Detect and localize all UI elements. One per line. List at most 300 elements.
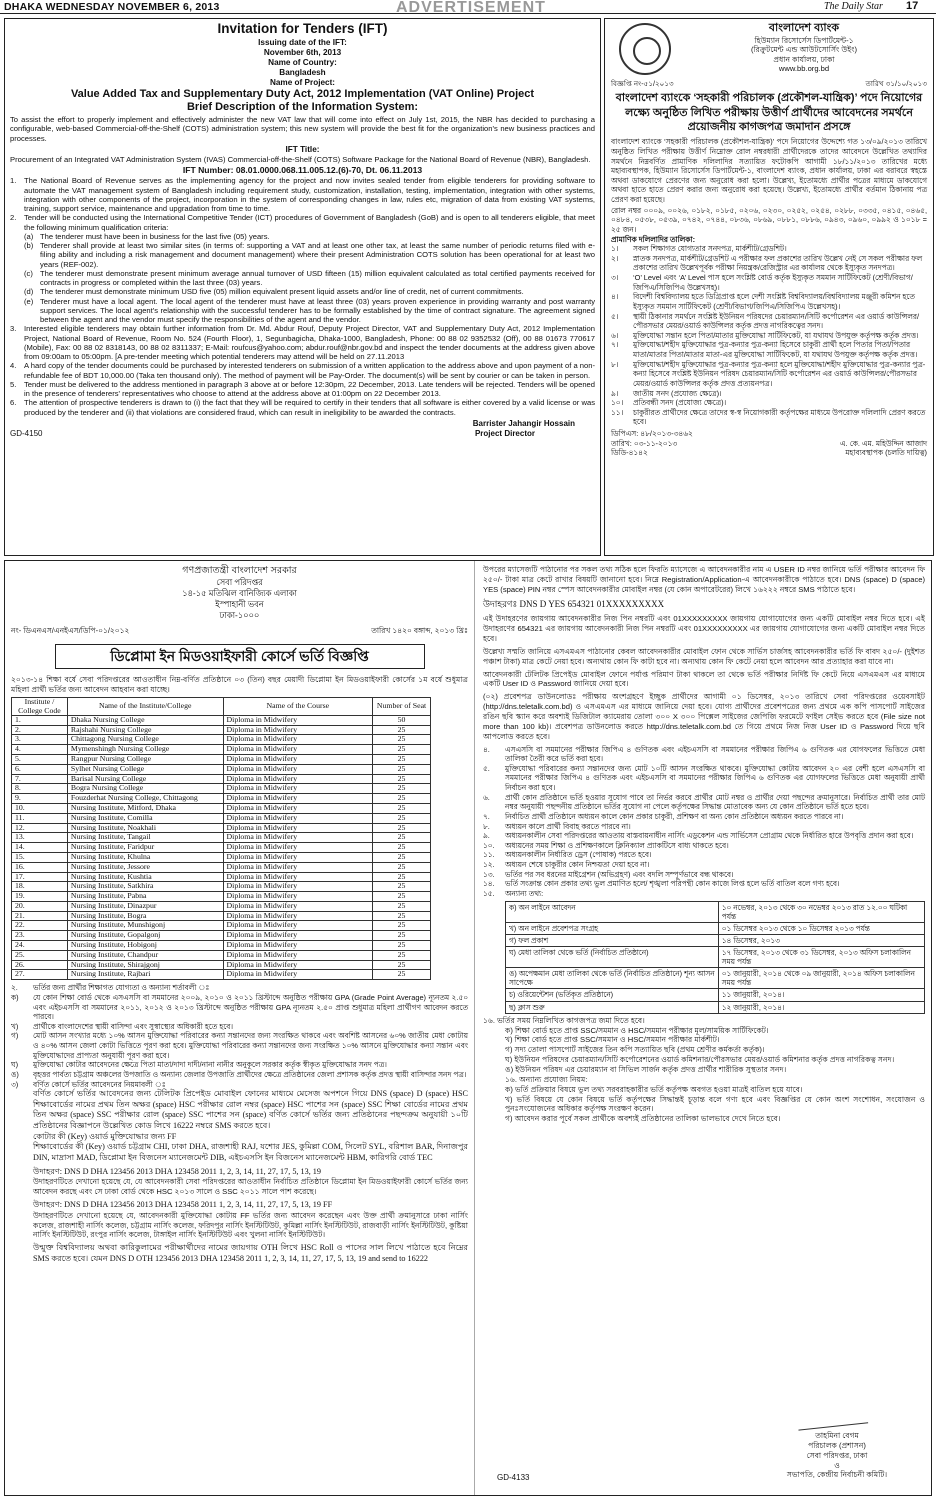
final-rule: ক) ভর্তি প্রক্রিয়ার বিষয়ে ভুল তথ্য সরবরাহকারীর ভর্তি কর্তৃপক্ষ অবগত হওয়া মাত্রই বাতিল হয়ে যাবে।: [505, 1084, 803, 1094]
table-cell: Diploma in Midwifery: [223, 754, 373, 764]
schedule-row: [506, 1001, 925, 1013]
ift-subitem: [10, 269, 595, 288]
item-text: The National Board of Revenue serves as the implementing agency for the project and now invites sealed tender from eligible tenderers for providing software to automate the VAT management system of Bangladesh including requirement study, customization, installation, testing, implementation, integration with other systems, integration with other components of the project, incorporation in the system of corresponding changes in law, rules etc, migration of data from existing VAT systems, training, support service, maintenance and upgradation from time to time.: [24, 176, 595, 214]
table-row: [12, 794, 431, 804]
item-text: নির্বাচিত প্রার্থী প্রতিষ্ঠানে অধ্যয়ন কালে কোন প্রকার চাকুরী, প্রশিক্ষণ বা অন্য কোন প্রতিষ্ঠানে অধ্যয়ন করতে পারবে না।: [505, 811, 844, 821]
ad-code: GD-4133: [497, 1473, 530, 1482]
item-number: ১১.: [483, 850, 495, 860]
schedule-label: গ) ফল প্রকাশ: [506, 934, 719, 946]
board-keys: শিক্ষাবোর্ডের কী (Key) ওয়ার্ড চট্টগ্রাম CHI, ঢাকা DHA, রাজশাহী RAJ, যশোর JES, কুমিল্লা COM, সিলেট SYL, বরিশাল BAR, দিনাজপুর DIN, মাদ্রাসা MAD, ডিপ্লোমা ইন বিজনেস ম্যানেজমেন্ট DIB, এইচএসসি ইন বিজনেস ম্যানেজমেন্ট HBM, কারিগরি বোর্ড TEC: [33, 1142, 468, 1163]
table-cell: Diploma in Midwifery: [223, 803, 373, 813]
table-cell: Fouzderhat Nursing College, Chittagong: [67, 794, 223, 804]
rule-item: [483, 745, 925, 764]
eligibility-item: [11, 1031, 468, 1060]
bank-doc-item: [611, 312, 927, 331]
ift-subitem: [10, 287, 595, 296]
meta-line: Issuing date of the IFT:: [258, 38, 347, 48]
table-cell: 25.: [12, 950, 68, 960]
bank-notice-title: বাংলাদেশ ব্যাংকে ‘সহকারী পরিচালক (প্রকৌশল-যান্ত্রিক)’ পদে নিয়োগের লক্ষ্যে অনুষ্ঠিত লিখিত পরীক্ষায় উত্তীর্ণ প্রার্থীদের আবেদনের সমর্থনে প্রয়োজনীয় কাগজপত্র জমাদান প্রসঙ্গে: [615, 92, 923, 134]
ift-number: IFT Number: 08.01.0000.068.11.005.12.(6)-70, Dt. 06.11.2013: [182, 165, 423, 176]
table-cell: 25: [373, 813, 431, 823]
eligibility-list: [11, 983, 468, 1089]
final-rule: গ) আবেদন করার পূর্বে সকল প্রার্থীকে অবশ্যই প্রতিষ্ঠানের তালিকা ভালভাবে দেখে নিতে হবে।: [505, 1114, 781, 1124]
bank-doc-item: [611, 389, 927, 399]
item-text: অধ্যয়নের সময় শিক্ষা ও প্রশিক্ষণকালে ক্লিনিক্যাল প্র্যাকটিসে বাধ্য থাকতে হবে।: [505, 840, 729, 850]
ift-footer: [10, 429, 595, 439]
table-cell: Dhaka Nursing College: [67, 715, 223, 725]
table-cell: Nursing Institute, Gopalgonj: [67, 931, 223, 941]
bank-name: বাংলাদেশ ব্যাংক: [768, 22, 840, 34]
table-cell: Diploma in Midwifery: [223, 901, 373, 911]
item-text: মুক্তিযোদ্ধা/শহীদ মুক্তিযোদ্ধার পুত্র-কন্যার পুত্র-কন্যা হলে মুক্তিযোদ্ধা/শহীদ মুক্তিযোদ্ধার পুত্র-কন্যার পুত্র-কন্যা হিসেবে সংশ্লিষ্ট ইউনিয়ন পরিষদ চেয়ারম্যান/সিটি কর্পোরেশন এর ওয়ার্ড কাউন্সিলর/পৌরসভার মেয়র/ওয়ার্ড কাউন্সিলর কর্তৃক প্রদত্ত প্রত্যয়নপত্র।: [633, 359, 926, 388]
item-text: মুক্তিযোদ্ধা পরিবারের কন্যা সন্তানদের জন্য মোট ১০টি আসন সংরক্ষিত থাকবে। মুক্তিযোদ্ধা কোটায় আবেদন ২০ এর বেশী হলে এসএসসি বা সমমানের পরীক্ষার জিপিএ ৪ গুণিতক এবং এইচএসসি বা সমমানের পরীক্ষার জিপিএ ৬ গুণিতক এর যোগফলের ভিত্তিতে মেধা অনুযায়ী প্রার্থী নির্বাচন করা হবে।: [505, 763, 925, 793]
rule-item: [483, 764, 925, 793]
table-body: [12, 715, 431, 980]
ift-signer-title: Project Director: [474, 428, 535, 438]
item-number: ৩।: [611, 273, 619, 283]
dip-title: ডিপ্লোমা ইন মিডওয়াইফারী কোর্সে ভর্তি বিজ্ঞপ্তি: [55, 644, 425, 669]
bank-dps-date: তারিখ: ০৩-১১-২০১৩: [611, 438, 678, 448]
bank-dept: হিউম্যান রিসোর্সেস ডিপার্টমেন্ট-১: [754, 35, 854, 45]
table-cell: 25: [373, 745, 431, 755]
item-text: Interested eligible tenderers may obtain further information from Dr. Md. Abdur Rouf, Deputy Project Director, VAT and Supplementary Duty Act, 2012 Implementation Project, National Board of Revenue, Room No. 524 (Fourth Floor), 1, Segunbagicha, Dhaka-1000, Bangladesh, Phone: 00 88 02 9352532 (Off), 00 88 01673 770617 (Mobile), Fax: 00 88 02 8318143, 00 88 02 8311337; E-Mail: roufcus@yahoo.com; abdur.rouf@nbr.gov.bd and inspect the tender documents at the address given above from 09:00am to 05:00pm. [A pre-tender meeting which potential tenderers may attend will be held on 27.11.2013: [24, 324, 595, 362]
rule-item: [483, 879, 925, 889]
bank-doc-item: [611, 244, 927, 254]
final-rules: [483, 1085, 925, 1124]
item-number: 1.: [10, 176, 17, 186]
schedule-label: ক) অন লাইনে আবেদন: [506, 901, 719, 922]
item-text: চাকুরীরত প্রার্থীদের ক্ষেত্রে তাদের স্ব-স্ব নিয়োগকারী কর্তৃপক্ষের মাধ্যমে উপরোক্ত দলিলাদি প্রেরণ করতে হবে।: [633, 407, 926, 427]
rule-r3: উল্লেখ্য সম্মতি জানিয়ে এসএমএস পাঠানোর কেবল আবেদনকারীর মোবাইল ফোন থেকে সার্ভিস চার্জসহ আবেদনকারীর ভর্তি ফি বাবদ ২৫০/- (দুইশত পঞ্চাশ টাকা) মাত্র কেটে নেয়া হবে। অন্যথায় কোন ফি কাটা হবে না। অন্যথায় কোন ফি কেটে নেয়া হলে আবেদন আর প্রত্যাহার করা যাবে না।: [483, 646, 925, 666]
table-cell: Nursing Institute, Bogra: [67, 911, 223, 921]
item-number: 4.: [10, 361, 17, 371]
item-number: ১২.: [483, 860, 495, 870]
schedule-value: ১৭ ডিসেম্বর, ২০১৩ থেকে ৩১ ডিসেম্বর, ২০১৩ অফিস চলাকালিন সময় পর্যন্ত: [718, 947, 924, 968]
table-cell: 26.: [12, 960, 68, 970]
example-label: উদাহরণ:: [33, 1200, 63, 1210]
bank-dps: ডিপিএস: ৪৮/২০১৩-৩৪৬২: [611, 429, 693, 439]
table-cell: Nursing Institute, Faridpur: [67, 843, 223, 853]
table-cell: 25: [373, 764, 431, 774]
ift-meta: [10, 38, 595, 87]
table-cell: 25: [373, 725, 431, 735]
table-cell: 25: [373, 950, 431, 960]
item-number: ১১।: [611, 407, 624, 417]
table-cell: 3.: [12, 735, 68, 745]
bank-docs-label: প্রামাণিক দলিলাদির তালিকা:: [611, 234, 696, 244]
item-number: ২।: [611, 253, 619, 263]
table-row: [12, 892, 431, 902]
table-row: [12, 950, 431, 960]
table-cell: Diploma in Midwifery: [223, 892, 373, 902]
table-cell: 18.: [12, 882, 68, 892]
ift-advertisement: [4, 18, 601, 556]
table-cell: 25: [373, 803, 431, 813]
schedule-label: খ) অন লাইনে প্রবেশপত্র সংগ্রহ: [506, 922, 719, 934]
table-cell: Diploma in Midwifery: [223, 872, 373, 882]
table-cell: 10.: [12, 803, 68, 813]
bank-signer: এ. কে. এম. মহিউদ্দিন আজাদ: [839, 438, 927, 448]
table-cell: 25: [373, 970, 431, 980]
table-cell: Nursing Institute, Rajbari: [67, 970, 223, 980]
bank-docs-list: [611, 244, 927, 427]
item-number: ৪।: [611, 292, 619, 302]
table-cell: Diploma in Midwifery: [223, 745, 373, 755]
item-text: বর্ণিত কোর্সে ভর্তির আবেদনের নিয়মাবলী ঃ: [33, 1079, 166, 1089]
column-header: Institute / College Code: [12, 698, 68, 715]
table-cell: Nursing Institute, Pabna: [67, 892, 223, 902]
bank-doc-item: [611, 398, 927, 408]
table-cell: 25: [373, 862, 431, 872]
table-cell: Diploma in Midwifery: [223, 970, 373, 980]
table-cell: Diploma in Midwifery: [223, 823, 373, 833]
item-number: ৫.: [483, 763, 490, 773]
table-cell: Diploma in Midwifery: [223, 715, 373, 725]
item-text: যে কোন শিক্ষা বোর্ড থেকে এসএসসি বা সমমানের ২০০৯, ২০১০ ও ২০১১ খ্রিস্টাব্দে অনুষ্ঠিত পরীক্ষায় GPA (Grade Point Average) ন্যূনতম ২.৫০ এবং এইচএসসি বা সমমানের ২০১১, ২০১২ ও ২০১৩ খ্রিস্টাব্দে অনুষ্ঠিত পরীক্ষায় GPA ন্যূনতম ২.৫০ প্রাপ্ত শুধুমাত্র মহিলা প্রার্থীগণ আবেদন করতে পারবে।: [33, 992, 468, 1022]
item-number: ৯.: [483, 831, 490, 841]
rule-item: [483, 812, 925, 822]
item-text: ভর্তির পর সব ধরনের মাইগ্রেশন (অভিগ্রহণ) এবং বদলি সম্পূর্ণভাবে বন্ধ থাকবে।: [505, 869, 734, 879]
column-header: Name of the Institute/College: [67, 698, 223, 715]
dip-date: [371, 626, 468, 635]
example-2: [11, 1200, 468, 1211]
table-cell: 25: [373, 911, 431, 921]
table-cell: Nursing Institute, Mitford, Dhaka: [67, 803, 223, 813]
schedule-label: ছ) ক্লাস শুরু: [506, 1001, 719, 1013]
eligibility-item: [11, 993, 468, 1022]
item-number: ১০.: [483, 840, 495, 850]
item-number: খ): [11, 1021, 19, 1031]
item-text: বিদেশী বিশ্ববিদ্যালয় হতে ডিগ্রিপ্রাপ্ত হলে দেশী সংশ্লিষ্ট বিশ্ববিদ্যালয়/বিশ্ববিদ্যালয় মঞ্জুরী কমিশন হতে ইস্যুকৃত সমমান সার্টিফিকেট (শ্রেণী/বিভাগ/জিপিএ/সিজিপিএ উল্লেখসহ)।: [633, 292, 915, 311]
item-number: ক): [11, 992, 19, 1002]
table-cell: 13.: [12, 833, 68, 843]
example-text: DNS D DHA 123456 2013 DHA 123458 2011 1, 2, 3, 14, 11, 27, 17, 5, 13, 19: [64, 1166, 321, 1176]
table-cell: Diploma in Midwifery: [223, 784, 373, 794]
schedule-label: ঙ) অপেক্ষমান মেধা তালিকা থেকে ভর্তি (নির্বাচিত প্রতিষ্ঠানে) শূন্য আসন সাপেক্ষে: [506, 968, 719, 989]
item-number: ১৩.: [483, 869, 495, 879]
bank-rolls: রোল নম্বর ০০০৯, ০০২৬, ০১৮২, ০১৮৫, ০২০৬, ০২৩০, ০২৫২, ০২৫৪, ০২৮৮, ০৩৩৫, ০৪১৫, ০৪৬৫, ০৪৮৪, ০৫৩৮, ০৫৩৯, ০৭৪২, ০৭৪৪, ০৮৩৬, ০৮৬৯, ০৮৮১, ০৮৮৬, ০৯৪৩, ০৯৬০, ০৯৯২ ও ১০১৮ = ২৫ জন।: [611, 205, 927, 234]
schedule-body: [506, 901, 925, 1013]
rule-r4: আবেদনকারী টেলিটক প্রিপেইড মোবাইল ফোনে পর্যাপ্ত পরিমাণ টাকা থাকলে তা থেকে ভর্তি পরীক্ষার নির্দিষ্ট ফি কেটে নিয়ে এসএমএস এর মাধ্যমে একটি User ID ও Password জানিয়ে দেয়া হবে।: [483, 669, 925, 689]
table-cell: 25: [373, 852, 431, 862]
ift-title-text: Procurement of an Integrated VAT Administration System (IVAS) Commercial-off-the-Shelf (COTS) Software Package for the National Board of Revenue (NBR), Bangladesh.: [10, 154, 591, 164]
table-cell: 25: [373, 794, 431, 804]
table-cell: Diploma in Midwifery: [223, 794, 373, 804]
item-text: অধ্যয়ন শেষে চাকুরীর কোন নিশ্চয়তা দেয়া হবে না।: [505, 860, 650, 870]
ift-subitem: [10, 241, 595, 269]
item-text: মুক্তিযোদ্ধা সন্তান হলে পিতা/মাতার মুক্তিযোদ্ধা সার্টিফিকেট, যা যথাযথ উপযুক্ত কর্তৃপক্ষ কর্তৃক প্রদত্ত।: [633, 330, 919, 340]
item-text: অধ্যয়নকালীন নির্ধারিত ড্রেস (পোষাক) পরতে হবে।: [505, 850, 652, 860]
table-cell: Sylhet Nursing College: [67, 764, 223, 774]
table-cell: Nursing Institute, Comilla: [67, 813, 223, 823]
example-2-note: উদাহরণটিতে দেখানো হয়েছে যে, আবেদনকারী মুক্তিযোদ্ধা কোটায় FF ভর্তির জন্য আবেদন করেছেন এবং উক্ত প্রার্থী ক্রমানুসারে ঢাকা নার্সিং কলেজ, রাজশাহী নার্সিং কলেজ, চট্টগ্রাম নার্সিং কলেজ, ফরিদপুর নার্সিং ইনস্টিটিউট, কুমিল্লা নার্সিং ইনস্টিটিউট, রাজবাড়ী নার্সিং ইনস্টিটিউট, কুষ্টিয়া নার্সিং ইনস্টিটিউট, রংপুর নার্সিং কলেজ, টাঙ্গাইল নার্সিং ইনস্টিটিউট এবং খুলনা নার্সিং ইনস্টিটিউট।: [33, 1210, 468, 1240]
table-cell: 25: [373, 901, 431, 911]
table-cell: 25: [373, 960, 431, 970]
table-row: [12, 852, 431, 862]
signer2-title: সভাপতি, কেন্দ্রীয় নির্বাচনী কমিটি।: [786, 1470, 888, 1480]
table-cell: 12.: [12, 823, 68, 833]
sms-rule: বর্ণিত কোর্সে ভর্তির আবেদনের জন্য টেলিটক প্রিপেইড মোবাইল ফোনের মাধ্যমে মেসেজ অপশনে গিয়ে DNS (space) D (space) HSC শিক্ষাবোর্ডের নামের প্রথম তিন অক্ষর (space) HSC পরীক্ষার রোল নম্বর (space) HSC পাশের সন (space) SSC শিক্ষা বোর্ডের নামের প্রথম তিন অক্ষর (space) SSC পরীক্ষার রোল (space) SSC পাশের সন (space) বর্ণিত কোর্সে ভর্তির জন্য প্রতিষ্ঠানের পছন্দক্রম অনুযায়ী ১০টি প্রতিষ্ঠানের বিজ্ঞাপনে উল্লেখিত কোড লিখে 16222 নম্বরে SMS করতে হবে।: [33, 1089, 468, 1131]
table-row: [12, 715, 431, 725]
item-text: Tenderer must have a local agent. The local agent of the tenderer must have at least three (03) years proven experience in providing warranty and post warranty support services. The local agent's relationship with the successful tenderer has to be formally established by the time of contract signature. The agreement signed between the agent and the vendor must specify the responsibilities of the agent and the vendor.: [40, 296, 595, 325]
gov-name: গণপ্রজাতন্ত্রী বাংলাদেশ সরকার: [182, 565, 297, 576]
item-number: ৮.: [483, 821, 490, 831]
table-cell: Diploma in Midwifery: [223, 911, 373, 921]
eligibility-item: [11, 1080, 468, 1090]
bank-office: প্রধান কার্যালয়, ঢাকা: [773, 54, 835, 64]
table-cell: 19.: [12, 892, 68, 902]
item-text: মুক্তিযোদ্ধা কোটার আবেদনের ক্ষেত্রে পিতা মাতা/দাদা দাদী/নানা নানীর অনুকূলে সরকার কর্তৃক স্বীকৃত মুক্তিযোদ্ধার সনদ পত্র।: [33, 1060, 387, 1070]
item-text: জাতীয় সনদ (প্রযোজ্য ক্ষেত্রে)।: [633, 388, 722, 398]
doc-item: গ) সদ্য তোলা পাসপোর্ট সাইজের তিন কপি সত্যায়িত ছবি (প্রথম শ্রেণীর কর্মকর্তা কর্তৃক)।: [505, 1045, 765, 1055]
item-number: ৩): [11, 1079, 19, 1089]
item-text: প্রতিবন্ধী সনদ (প্রযোজ্য ক্ষেত্রে)।: [633, 398, 727, 408]
item-text: মুক্তিযোদ্ধা/শহীদ মুক্তিযোদ্ধার পুত্র-কন্যার পুত্র-কন্যা হিসেবে চাকুরী প্রার্থী হলে পিতার পিতা/পিতার মাতা/মাতার পিতা/মাতার মাতা-এর মুক্তিযোদ্ধা সার্টিফিকেট, যা যথাযথ উপযুক্ত কর্তৃপক্ষ কর্তৃক প্রদত্ত।: [633, 340, 918, 360]
item-number: ৯।: [611, 388, 619, 398]
table-cell: Diploma in Midwifery: [223, 833, 373, 843]
table-cell: Diploma in Midwifery: [223, 960, 373, 970]
schedule-value: ১২ জানুয়ারী, ২০১৪।: [718, 1001, 924, 1013]
table-cell: Diploma in Midwifery: [223, 764, 373, 774]
table-cell: 2.: [12, 725, 68, 735]
item-text: সকল শিক্ষাগত যোগ্যতার সনদপত্র, মার্কশীট/গ্রেডশিট।: [633, 244, 787, 254]
rule-item: [483, 850, 925, 860]
table-cell: 25: [373, 735, 431, 745]
item-text: স্থায়ী ঠিকানার সমর্থনে সংশ্লিষ্ট ইউনিয়ন পরিষদের চেয়ারম্যান/সিটি কর্পোরেশন এর ওয়ার্ড কাউন্সিলর/পৌরসভার মেয়র/ওয়ার্ড কাউন্সিলর কর্তৃক প্রদত্ত নাগরিকত্বের সনদ।: [633, 311, 920, 331]
table-row: [12, 803, 431, 813]
table-cell: 20.: [12, 901, 68, 911]
dip-ref-row: [11, 626, 468, 635]
ift-items: [10, 176, 595, 417]
table-cell: Diploma in Midwifery: [223, 725, 373, 735]
item-text: The tenderer must demonstrate minimum USD five (05) million equivalent present liquid assets and/or line of credit, net of current commitments.: [40, 287, 524, 297]
item-number: (a): [24, 231, 34, 241]
item-number: ৬.: [483, 792, 490, 802]
table-cell: Diploma in Midwifery: [223, 882, 373, 892]
item-text: Tender must be delivered to the address mentioned in paragraph 3 above at or before 12:30pm, 22 December, 2013. Late tenders will be rejected. Tenders will be opened in the presence of tenderers' representatives who choose to attend at the address above at 01:00pm on 22 December 2013.: [24, 379, 595, 399]
item-number: 3.: [10, 324, 17, 334]
item-number: 5.: [10, 379, 17, 389]
table-cell: Nursing Institute, Shirajgonj: [67, 960, 223, 970]
table-cell: 11.: [12, 813, 68, 823]
table-cell: 25: [373, 833, 431, 843]
table-cell: 22.: [12, 921, 68, 931]
meta-line: Name of Project:: [269, 77, 336, 87]
table-cell: Rajshahi Nursing College: [67, 725, 223, 735]
table-cell: 8.: [12, 784, 68, 794]
schedule-label: ঘ) মেধা তালিকা থেকে ভর্তি (নির্বাচিত প্রতিষ্ঠানে): [506, 947, 719, 968]
item-text: মোট আসন সংখ্যার মধ্যে ১০% আসন মুক্তিযোদ্ধা পরিবারের কন্যা সন্তানদের জন্য সংরক্ষিত থাকবে এবং অবশিষ্ট আসনের ৬০% জাতীয় মেধা কোটায় ও ৪০% আসন জেলা কোটা ভিত্তিতে পূরণ করা হবে। মুক্তিযোদ্ধা পরিবারের কন্যা সন্তানদের জন্য সংরক্ষিত ১০% আসনে মুক্তিযোদ্ধার কন্যা সন্তান এবং মুক্তিযোদ্ধাদের প্রাপ্যতা অনুযায়ী পূরণ করা হবে।: [33, 1031, 468, 1060]
doc-item: খ) শিক্ষা বোর্ড হতে প্রাপ্ত SSC/সমমান ও HSC/সমমান পরীক্ষার মার্কশীট।: [505, 1035, 720, 1045]
eligibility-item: [11, 1022, 468, 1032]
docs-list: [483, 1026, 925, 1085]
table-cell: 7.: [12, 774, 68, 784]
table-row: [12, 970, 431, 980]
table-cell: 1.: [12, 715, 68, 725]
item-text: Tenderer shall provide at least two similar sites (in terms of: supporting a VAT and at least one other tax, at least the same number of periodic returns filed with e-filing ability and including a risk management and document management) where their present Administration COTS solution has been operational for at least two years (REF-002).: [40, 241, 595, 269]
ift-item: [10, 324, 595, 361]
item-number: ৭।: [611, 340, 619, 350]
table-cell: Diploma in Midwifery: [223, 735, 373, 745]
ift-item: [10, 398, 595, 417]
table-cell: 50: [373, 715, 431, 725]
item-number: ১।: [611, 244, 619, 254]
bank-signer-title: মহাব্যবস্থাপক (চলতি দায়িত্ব): [845, 447, 927, 457]
table-cell: Nursing Institute, Jessore: [67, 862, 223, 872]
item-number: (d): [24, 287, 34, 297]
rule-r5: (০২) প্রবেশপত্র ডাউনলোডঃ পরীক্ষায় অংশগ্রহণে ইচ্ছুক প্রার্থীদের আগামী ০১ ডিসেম্বর, ২০১৩ তারিখে সেবা পরিদপ্তরের ওয়েবসাইট (http://dns.teletalk.com.bd) ও এসএমএস এর মাধ্যমে জানিয়ে দেয়া হবে। যোগ্য প্রার্থীদের প্রবেশপত্রের জন্য প্রথমে এক কপি পাসপোর্ট সাইজের রঙিন ছবি স্ক্যান করে অবশ্যই ডিজিটাল ক্যামেরায় তোলা ৩০০ X ৩০০ পিক্সেল সাইজের জেপিজি ফরমেটে ফাইল সেইভ করতে হবে (File size not more than 100 kb)। প্রবেশপত্র ডাউনলোড করতে http://dns.teletalk.com.bd তে গিয়ে প্রথমে নিজ নিজ User ID ও Password দিয়ে ছবি আপলোড করতে হবে।: [483, 692, 925, 741]
item-number: ঙ): [11, 1069, 19, 1079]
table-cell: 25: [373, 931, 431, 941]
meta-line: Bangladesh: [279, 68, 326, 77]
brief-title: Brief Description of the Information System:: [186, 101, 419, 114]
rule-item: [483, 841, 925, 851]
ad-code: GD-4150: [10, 428, 43, 438]
item-number: (e): [24, 296, 34, 306]
table-cell: 24.: [12, 941, 68, 951]
example-label: উদাহরণ:: [33, 1166, 63, 1176]
ift-title: Invitation for Tenders (IFT): [217, 21, 388, 36]
item-text: ভর্তির জন্য প্রার্থীর শিক্ষাগত যোগ্যতা ও অন্যান্য শর্তাবলী ঃ: [33, 983, 210, 993]
table-cell: Diploma in Midwifery: [223, 931, 373, 941]
schedule-row: [506, 989, 925, 1001]
item-number: ১৫.: [483, 888, 495, 898]
table-cell: 27.: [12, 970, 68, 980]
ift-title-label: IFT Title:: [285, 144, 320, 154]
notice-right-column: [477, 561, 931, 1495]
brief-text: To assist the effort to properly implement and effectively administer the new VAT law that will come into effect on July 1st, 2015, the NBR has decided to purchasing a configurable, web-based Commercial-off-the-Shelf (COTS) administration system; this new system will provide the best fit for the organization's new business practices and processes.: [10, 115, 595, 143]
bank-doc-item: [611, 360, 927, 389]
table-cell: 25: [373, 921, 431, 931]
table-cell: 25: [373, 892, 431, 902]
item-number: ৬।: [611, 330, 619, 340]
schedule-row: [506, 968, 925, 989]
schedule-row: [506, 922, 925, 934]
doc-item: ঘ) ইউনিয়ন পরিষদের চেয়ারম্যান/সিটি কর্পোরেশনের ওয়ার্ড কমিশনার/পৌরসভার মেয়র/ওয়ার্ড কমিশনার কর্তৃক প্রদত্ত নাগরিকত্ব সনদ।: [505, 1055, 895, 1065]
item-text: The tenderer must demonstrate present minimum average annual turnover of USD fifteen (15) million equivalent calculated as total certified payments received for contracts in progress or completed within the last three (03) years.: [40, 268, 595, 288]
bank-doc-item: [611, 331, 927, 341]
table-cell: 25: [373, 941, 431, 951]
item-text: অধ্যয়নকালীন সেবা পরিদপ্তরের আওতায় বাস্তবায়নাধীন নার্সিং এডুকেশন এন্ড সার্ভিসেস প্রোগ্রাম থেকে নির্ধারিত হারে উপবৃত্তি প্রদান করা হবে।: [505, 831, 914, 841]
table-cell: Diploma in Midwifery: [223, 774, 373, 784]
gov-header: [11, 565, 468, 620]
bank-body: বাংলাদেশ ব্যাংকে ‘সহকারী পরিচালক (প্রকৌশল-যান্ত্রিক)’ পদে নিয়োগের উদ্দেশ্যে গত ১৩/০৯/২০১৩ তারিখে অনুষ্ঠিত লিখিত পরীক্ষায় উত্তীর্ণ নিম্নোক্ত রোল নম্বরধারী প্রার্থীদেরকে তাদের আবেদনে উল্লেখিত তথ্যাদির সমর্থনে নিম্নবর্ণিত প্রামাণিক দলিলাদির সত্যায়িত ফটোকপি আগামী ১৮/১১/২০১৩ তারিখের মধ্যে মহাব্যবস্থাপক, হিউম্যান রিসোর্সেস ডিপার্টমেন্ট-১, বাংলাদেশ ব্যাংক, প্রধান কার্যালয়, ঢাকা এর বরাবরে স্বহস্তে অথবা ডাকযোগে প্রেরণের জন্য অনুরোধ করা হলো। উল্লেখ্য, ইতোমধ্যে প্রার্থীর পত্রের মাধ্যমে ডাকযোগে অথবা হাতে হাতে প্রেরণ করার জন্য অনুরোধ করা হয়েছে। উল্লেখ্য, ইতোমধ্যে প্রার্থীর বর্তমান ঠিকানায় পত্র প্রেরণ করা হয়েছে।: [611, 137, 927, 205]
table-row: [12, 813, 431, 823]
ift-subitem: [10, 297, 595, 325]
bank-doc-item: [611, 408, 927, 427]
table-cell: 6.: [12, 764, 68, 774]
table-cell: Nursing Institute, Hobigonj: [67, 941, 223, 951]
table-row: [12, 862, 431, 872]
schedule-row: [506, 901, 925, 922]
table-cell: 16.: [12, 862, 68, 872]
item-text: প্রার্থী কোন প্রতিষ্ঠানে ভর্তি হওয়ার সুযোগ পাবে তা নির্ভর করবে প্রার্থীর মোট নম্বর ও প্রার্থীর দেয়া পছন্দের ক্রমানুসারে। নির্বাচিত প্রার্থী তার মোট নম্বর অনুযায়ী পছন্দনীয় প্রতিষ্ঠানে ভর্তির সুযোগ না পেলে কর্তৃপক্ষের সিদ্ধান্ত মোতাবেক অন্য যে কোন প্রতিষ্ঠানে ভর্তি হতে হবে।: [505, 792, 925, 812]
page-number: 17: [906, 0, 919, 12]
docs-head: ১৬. ভর্তির সময় নিম্নলিখিত কাগজপত্র জমা দিতে হবে।: [483, 1015, 645, 1025]
issue-date: DHAKA WEDNESDAY NOVEMBER 6, 2013: [4, 1, 220, 13]
table-cell: Bogra Nursing College: [67, 784, 223, 794]
item-number: ৮।: [611, 359, 619, 369]
rule-item: [483, 889, 925, 899]
item-number: ৫।: [611, 311, 619, 321]
bank-sign-row: [611, 439, 927, 448]
item-number: ঘ): [11, 1060, 19, 1070]
table-cell: Nursing Institute, Khulna: [67, 852, 223, 862]
table-cell: Diploma in Midwifery: [223, 813, 373, 823]
item-number: 6.: [10, 398, 17, 408]
table-cell: Nursing Institute, Munshigonj: [67, 921, 223, 931]
table-cell: 25: [373, 774, 431, 784]
schedule-value: ১০ নভেম্বর, ২০১৩ থেকে ৩০ নভেম্বর ২০১৩ রাত ১২.০০ ঘটিকা পর্যন্ত: [718, 901, 924, 922]
schedule-value: ১৪ ডিসেম্বর, ২০১৩: [718, 934, 924, 946]
ift-signer: Barrister Jahangir Hossain: [472, 418, 575, 428]
table-cell: 25: [373, 872, 431, 882]
eligibility-item: [11, 983, 468, 993]
section-label: ADVERTISEMENT: [396, 0, 546, 16]
table-row: [12, 901, 431, 911]
item-number: (b): [24, 241, 34, 251]
item-text: The tenderer must have been in business for the last five (05) years.: [40, 231, 270, 241]
table-cell: 4.: [12, 745, 68, 755]
example-1: [11, 1167, 468, 1178]
doc-item: ক) শিক্ষা বোর্ড হতে প্রাপ্ত SSC/সমমান ও HSC/সমমান পরীক্ষার মূল/সাময়িক সার্টিফিকেট।: [505, 1025, 769, 1035]
table-cell: Diploma in Midwifery: [223, 843, 373, 853]
table-row: [12, 754, 431, 764]
table-cell: Chittagong Nursing College: [67, 735, 223, 745]
schedule-label: চ) ওরিয়েন্টেশন (ভর্তিকৃত প্রতিষ্ঠানে): [506, 989, 719, 1001]
ift-item: [10, 380, 595, 399]
table-cell: 5.: [12, 754, 68, 764]
other-board-rule: উন্মুক্ত বিশ্ববিদ্যালয় অথবা কারিকুলামের পরীক্ষার্থীদের নামের জায়গায় OTH লিখে HSC Roll ও পাসের সাল লিখে পাঠাতে হবে নিম্নের SMS করতে হবে। যেমন DNS D OTH 123456 2013 DHA 123458 2011 1, 2, 3, 14, 11, 27, 17, 5, 13, 19 and send to 16222: [33, 1243, 468, 1263]
item-text: The attention of prospective tenderers is drawn to (i) the fact that they will be required to certify in their tenders that all software is either covered by a valid license or was produced by the tenderer and (ii) that violations are considered fraud, which can result in ineligibility to be awarded the contracts.: [24, 398, 595, 417]
schedule-value: ০১ জানুয়ারী, ২০১৪ থেকে ০৯ জানুয়ারী, ২০১৪ অফিস চলাকালিন সময় পর্যন্ত: [718, 968, 924, 989]
signer-title: পরিচালক (প্রশাসন): [808, 1440, 866, 1450]
table-cell: Nursing Institute, Chandpur: [67, 950, 223, 960]
schedule-row: [506, 947, 925, 968]
newspaper-name: The Daily Star: [824, 1, 883, 12]
item-text: ভর্তি সংক্রান্ত কোন প্রকার তথ্য ভুল প্রমাণিত হলে/ শৃঙ্খলা পরিপন্থী কোন কাজে লিপ্ত হলে ভর্তি বাতিল বলে গণ্য হবে।: [505, 879, 840, 889]
column-header: Number of Seat: [373, 698, 431, 715]
rule-item: [483, 822, 925, 832]
date-english: , ২০১৩ খ্রিঃ: [430, 626, 468, 636]
table-cell: Nursing Institute, Noakhali: [67, 823, 223, 833]
table-cell: 15.: [12, 852, 68, 862]
table-cell: Diploma in Midwifery: [223, 941, 373, 951]
gov-division: সেবা পরিদপ্তর: [216, 577, 263, 588]
notice-signer: [747, 1431, 927, 1480]
bank-date: তারিখ ৩১/১০/২০১৩: [865, 78, 927, 88]
rule-item: [483, 860, 925, 870]
dip-intro: ২০১৩-১৪ শিক্ষা বর্ষে সেবা পরিদপ্তরের আওতাধীন নিম্ন-বর্ণিত প্রতিষ্ঠানে ০৩ (তিন) বছর মেয়াদী ডিপ্লোমা ইন মিডওয়াইফারী কোর্সের ১ম বর্ষে শুধুমাত্র মহিলা প্রার্থী ভর্তির জন্য আবেদন আহবান করা যাচ্ছে।: [11, 674, 468, 694]
table-cell: Diploma in Midwifery: [223, 862, 373, 872]
bank-sign-row2: [611, 448, 927, 457]
table-cell: Diploma in Midwifery: [223, 950, 373, 960]
table-cell: 25: [373, 843, 431, 853]
ift-subitem: [10, 232, 595, 241]
item-text: ‘O’ Level এবং ‘A’ Level পাস হলে সংশ্লিষ্ট বোর্ড কর্তৃক ইস্যুকৃত সমমান সার্টিফিকেট (শ্রেণী/বিভাগ/জিপিএ/সিজিপিএ উল্লেখসহ)।: [633, 273, 913, 292]
signer-name: তাহমিনা বেগম: [815, 1431, 859, 1440]
table-cell: Mymenshingh Nursing College: [67, 745, 223, 755]
rule-r1-example: উদাহরণঃ DNS D YES 654321 01XXXXXXXXX: [483, 598, 665, 609]
table-cell: 17.: [12, 872, 68, 882]
table-cell: 9.: [12, 794, 68, 804]
gov-address2: ইস্পাহানী ভবন: [215, 598, 264, 609]
date-bangla: ১৪২০ বঙ্গাব্দ: [392, 626, 431, 636]
schedule-table: [505, 901, 925, 1014]
gov-city: ঢাকা-১০০০: [219, 609, 260, 620]
project-name: Value Added Tax and Supplementary Duty Act, 2012 Implementation (VAT Online) Project: [70, 87, 535, 100]
table-cell: Nursing Institute, Satkhira: [67, 882, 223, 892]
